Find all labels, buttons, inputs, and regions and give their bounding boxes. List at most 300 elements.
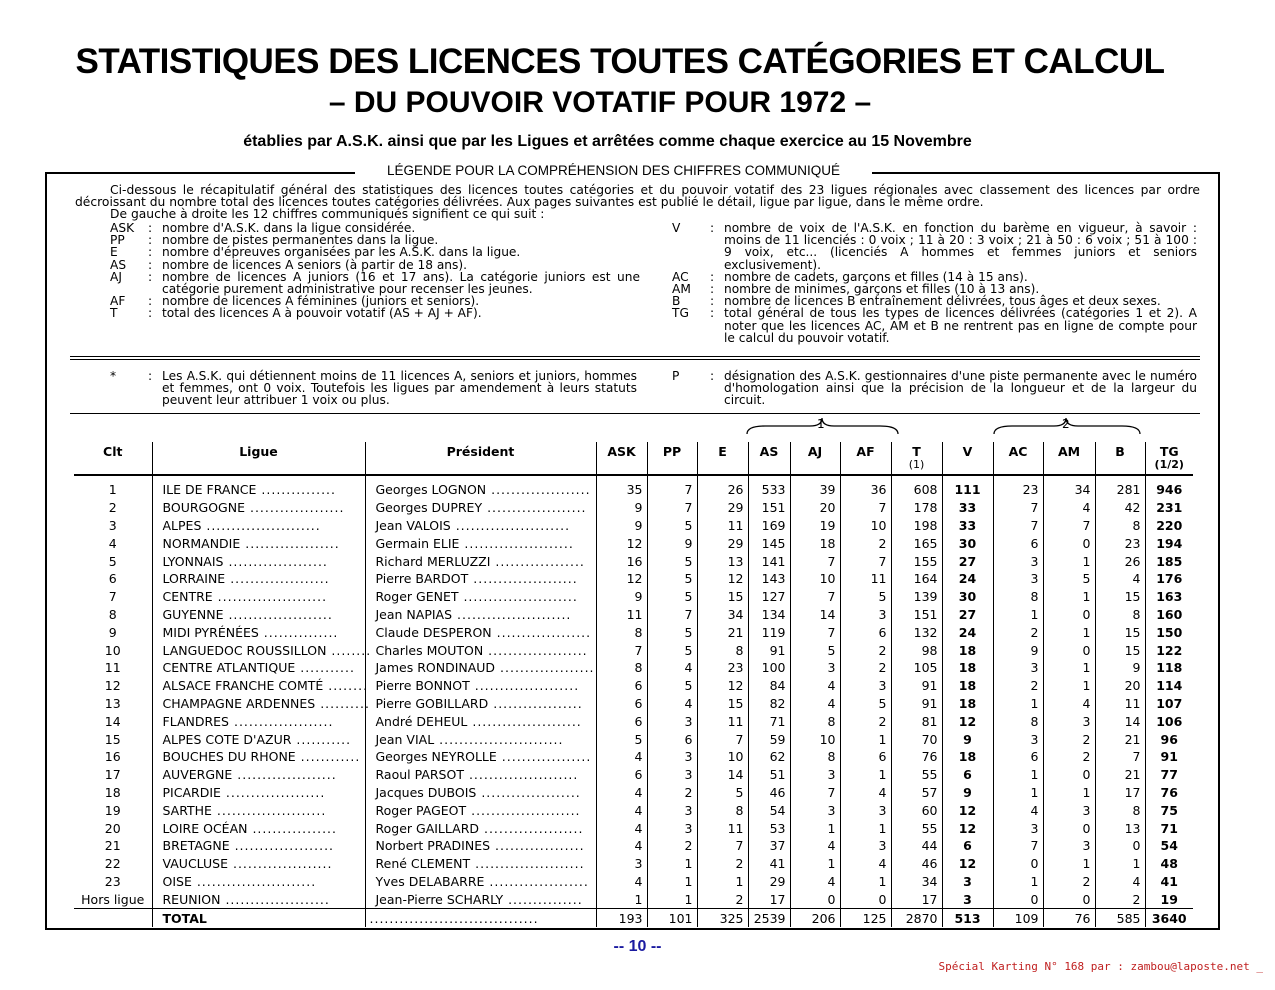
table-row — [74, 784, 1193, 802]
leader-dots: .................. — [490, 838, 585, 854]
legend-desc: nombre de licences A seniors (à partir de 18 ans). — [162, 257, 468, 272]
header-tg — [1145, 442, 1193, 475]
legend-item: T : total des licences A à pouvoir votatif (AS + AJ + AF). — [110, 307, 640, 319]
cell-tg: 71 — [1145, 819, 1193, 837]
legend-item: V : nombre de voix de l'A.S.K. en fonction du barème en vigueur, à savoir : moins de 11 licenciés : 0 voix ; 11 à 20 : 3 voix ; 21 à 50 : 6 voix ; 51 à 100 : 9 voix, etc... (licenciés A hommes et femmes juniors et seniors exclusivement). — [672, 221, 1197, 272]
cell-v: 24 — [942, 623, 993, 641]
cell-ac: 6 — [993, 534, 1043, 552]
cell-pp: 5 — [647, 552, 697, 570]
cell-ac: 2 — [993, 623, 1043, 641]
cell-president: Pierre BARDOT ..................... — [365, 570, 596, 588]
header-ask: ASK — [596, 442, 647, 475]
cell-b: 17 — [1095, 784, 1145, 802]
cell-ac: 3 — [993, 659, 1043, 677]
cell-pp: 3 — [647, 819, 697, 837]
cell-president: Raoul PARSOT ...................... — [365, 766, 596, 784]
header-t-label: T — [912, 444, 921, 459]
cell-pp: 4 — [647, 695, 697, 713]
cell-clt: 17 — [74, 766, 152, 784]
cell-v: 12 — [942, 712, 993, 730]
leader-dots: ........... — [295, 660, 355, 676]
cell-b: 21 — [1095, 766, 1145, 784]
cell-am: 2 — [1043, 748, 1095, 766]
cell-e: 15 — [697, 695, 748, 713]
page-title-line1: STATISTIQUES DES LICENCES TOUTES CATÉGORIES ET CALCUL — [75, 42, 1165, 81]
cell-v: 12 — [942, 801, 993, 819]
leader-dots: ..................... — [469, 678, 580, 694]
cell-president: Claude DESPERON ................... — [365, 623, 596, 641]
cell-ac: 1 — [993, 606, 1043, 624]
cell-clt: 2 — [74, 499, 152, 517]
cell-e: 26 — [697, 475, 748, 499]
header-ligue: Ligue — [152, 442, 365, 475]
cell-as: 53 — [748, 819, 790, 837]
leader-dots: .................... — [228, 856, 333, 872]
cell-am: 0 — [1043, 819, 1095, 837]
cell-pp: 5 — [647, 677, 697, 695]
table-row — [74, 801, 1193, 819]
table-row — [74, 552, 1193, 570]
cell-v: 18 — [942, 677, 993, 695]
header-b: B — [1095, 442, 1145, 475]
cell-president: Jean-Pierre SCHARLY ............... — [365, 890, 596, 908]
cell-v: 27 — [942, 552, 993, 570]
cell-aj: 3 — [790, 766, 840, 784]
cell-aj: 18 — [790, 534, 840, 552]
leader-dots: .................................. — [369, 910, 539, 926]
cell-ac: 0 — [993, 890, 1043, 908]
legend-abbr: TG — [672, 306, 689, 321]
cell-ask: 6 — [596, 766, 647, 784]
page-title-line2: – DU POUVOIR VOTATIF POUR 1972 – — [328, 86, 872, 119]
cell-pp: 5 — [647, 641, 697, 659]
cell-am: 34 — [1043, 475, 1095, 499]
cell-am: 1 — [1043, 855, 1095, 873]
table-row — [74, 890, 1193, 908]
cell-af: 0 — [840, 890, 891, 908]
cell-as: 41 — [748, 855, 790, 873]
cell-aj: 1 — [790, 819, 840, 837]
cell-e: 8 — [697, 801, 748, 819]
legend-item: TG : total général de tous les types de licences délivrées (catégories 1 et 2). A noter que les licences AC, AM et B ne rentrent pas en ligne de compte pour le calcul du pouvoir votatif. — [672, 306, 1197, 345]
cell-v: 3 — [942, 873, 993, 891]
cell-clt: 22 — [74, 855, 152, 873]
cell-af: 1 — [840, 819, 891, 837]
cell-b: 8 — [1095, 801, 1145, 819]
cell-ask: 8 — [596, 623, 647, 641]
cell-president: James RONDINAUD ................... — [365, 659, 596, 677]
group2-label: 2 — [1062, 417, 1070, 431]
cell-clt: 13 — [74, 695, 152, 713]
cell-ask: 4 — [596, 784, 647, 802]
leader-dots: ....................... — [201, 517, 321, 533]
leader-dots: .................... — [483, 642, 588, 658]
cell-clt: 14 — [74, 712, 152, 730]
table-top-divider — [70, 413, 1200, 414]
cell-ask: 4 — [596, 837, 647, 855]
table-row — [74, 534, 1193, 552]
cell-as: 143 — [748, 570, 790, 588]
leader-dots: ......................... — [434, 731, 564, 747]
cell-clt: 19 — [74, 801, 152, 819]
cell-af: 3 — [840, 606, 891, 624]
cell-t: 608 — [891, 475, 942, 499]
cell-ligue: BRETAGNE .................... — [152, 837, 365, 855]
leader-dots: .................... — [476, 784, 581, 800]
cell-b: 15 — [1095, 623, 1145, 641]
cell-am: 1 — [1043, 677, 1095, 695]
cell-tg: 77 — [1145, 766, 1193, 784]
cell-am: 4 — [1043, 499, 1095, 517]
cell-president: Georges LOGNON .................... — [365, 475, 596, 499]
group1-label: 1 — [817, 417, 825, 431]
table-row — [74, 475, 1193, 499]
cell-as: 62 — [748, 748, 790, 766]
cell-t: 178 — [891, 499, 942, 517]
cell-t: 57 — [891, 784, 942, 802]
table-total-row — [74, 909, 1193, 927]
cell-v: 30 — [942, 534, 993, 552]
leader-dots: ................... — [491, 624, 592, 640]
cell-as: 17 — [748, 890, 790, 908]
cell-ligue: REUNION ..................... — [152, 890, 365, 908]
legend-desc: total général de tous les types de licences délivrées (catégories 1 et 2). A noter que les licences AC, AM et B ne rentrent pas en ligne de compte pour le calcul du pouvoir votatif. — [724, 306, 1197, 345]
cell-e: 11 — [697, 819, 748, 837]
cell-aj: 8 — [790, 712, 840, 730]
leader-dots: .................... — [486, 482, 591, 498]
cell-clt: 23 — [74, 873, 152, 891]
cell-ligue: GUYENNE ..................... — [152, 606, 365, 624]
header-president: Président — [365, 442, 596, 475]
legend-divider-2 — [70, 359, 1200, 360]
cell-ac: 23 — [993, 475, 1043, 499]
table-row — [74, 677, 1193, 695]
legend-desc: total des licences A à pouvoir votatif (AS + AJ + AF). — [162, 306, 482, 321]
cell-as: 46 — [748, 784, 790, 802]
cell-president: Roger GENET ....................... — [365, 588, 596, 606]
cell-aj: 10 — [790, 570, 840, 588]
header-pp: PP — [647, 442, 697, 475]
cell-e: 29 — [697, 499, 748, 517]
legend-abbr: B — [672, 294, 681, 309]
cell-t: 81 — [891, 712, 942, 730]
header-ac: AC — [993, 442, 1043, 475]
cell-af: 10 — [840, 517, 891, 535]
page-subtitle: établies par A.S.K. ainsi que par les Ligues et arrêtées comme chaque exercice au 15 Novembre — [243, 133, 972, 150]
cell-ligue: SARTHE ...................... — [152, 801, 365, 819]
cell-ask: 1 — [596, 890, 647, 908]
leader-dots: .................... — [484, 873, 589, 889]
legend-desc: nombre de licences A féminines (juniors et seniors). — [162, 294, 480, 309]
leader-dots: ....................... — [452, 606, 572, 622]
cell-aj: 0 — [790, 890, 840, 908]
cell-aj: 7 — [790, 623, 840, 641]
page-number: -- 10 -- — [613, 938, 662, 955]
cell-pp: 3 — [647, 766, 697, 784]
cell-president: Yves DELABARRE .................... — [365, 873, 596, 891]
cell-ac: 0 — [993, 855, 1043, 873]
cell-as: 119 — [748, 623, 790, 641]
cell-t: 132 — [891, 623, 942, 641]
cell-aj: 10 — [790, 730, 840, 748]
cell-v: 18 — [942, 748, 993, 766]
cell-clt: Hors ligue — [74, 890, 152, 908]
legend-item: E : nombre d'épreuves organisées par les A.S.K. dans la ligue. — [110, 246, 640, 258]
cell-president: Charles MOUTON .................... — [365, 641, 596, 659]
leader-dots: ...................... — [212, 589, 328, 605]
leader-dots: ..................... — [468, 571, 578, 587]
legend-item: AF : nombre de licences A féminines (juniors et seniors). — [110, 295, 640, 307]
legend-desc: nombre d'A.S.K. dans la ligue considérée. — [162, 221, 416, 235]
cell-v: 33 — [942, 499, 993, 517]
cell-aj: 4 — [790, 837, 840, 855]
cell-aj: 5 — [790, 641, 840, 659]
cell-am: 7 — [1043, 517, 1095, 535]
header-tg-sub: (1/2) — [1154, 458, 1184, 471]
cell-pp: 4 — [647, 659, 697, 677]
leader-dots: ............... — [503, 891, 583, 907]
cell-ask: 16 — [596, 552, 647, 570]
cell-ask: 3 — [596, 855, 647, 873]
cell-ligue: ALPES COTE D'AZUR ........... — [152, 730, 365, 748]
cell-total-tg: 3640 — [1145, 909, 1193, 927]
cell-v: 18 — [942, 659, 993, 677]
leader-dots: .................... — [229, 713, 334, 729]
cell-tg: 96 — [1145, 730, 1193, 748]
cell-clt: 5 — [74, 552, 152, 570]
leader-dots: ........ — [326, 642, 372, 658]
cell-v: 6 — [942, 837, 993, 855]
cell-ligue: NORMANDIE ................... — [152, 534, 365, 552]
cell-v: 6 — [942, 766, 993, 784]
cell-t: 105 — [891, 659, 942, 677]
cell-am: 1 — [1043, 784, 1095, 802]
leader-dots: ................. — [247, 820, 337, 836]
cell-clt: 4 — [74, 534, 152, 552]
leader-dots: .................. — [496, 749, 592, 765]
cell-ligue: CENTRE ...................... — [152, 588, 365, 606]
legend-desc: nombre d'épreuves organisées par les A.S.K. dans la ligue. — [162, 245, 521, 260]
legend-intro-line: De gauche à droite les 12 chiffres communiqués signifient ce qui suit : — [110, 207, 545, 222]
legend-title: LÉGENDE POUR LA COMPRÉHENSION DES CHIFFRES COMMUNIQUÉ — [355, 163, 872, 178]
table-row — [74, 570, 1193, 588]
cell-pp: 1 — [647, 890, 697, 908]
cell-ligue: CENTRE ATLANTIQUE ........... — [152, 659, 365, 677]
cell-b: 21 — [1095, 730, 1145, 748]
cell-tg: 194 — [1145, 534, 1193, 552]
cell-total-ask: 193 — [596, 909, 647, 927]
header-v: V — [942, 442, 993, 475]
cell-t: 44 — [891, 837, 942, 855]
cell-e: 7 — [697, 730, 748, 748]
leader-dots: .................... — [482, 500, 587, 516]
cell-af: 6 — [840, 623, 891, 641]
cell-e: 14 — [697, 766, 748, 784]
cell-ask: 9 — [596, 588, 647, 606]
cell-ac: 3 — [993, 819, 1043, 837]
cell-ask: 12 — [596, 570, 647, 588]
table-row — [74, 819, 1193, 837]
legend-abbr: AF — [110, 294, 126, 309]
cell-pp: 5 — [647, 517, 697, 535]
cell-e: 12 — [697, 570, 748, 588]
legend-abbr: PP — [110, 233, 125, 248]
table-row — [74, 588, 1193, 606]
legend-desc: nombre de pistes permanentes dans la ligue. — [162, 233, 439, 248]
cell-ligue: FLANDRES .................... — [152, 712, 365, 730]
cell-as: 127 — [748, 588, 790, 606]
cell-president: Richard MERLUZZI .................. — [365, 552, 596, 570]
cell-clt: 12 — [74, 677, 152, 695]
cell-tg: 185 — [1145, 552, 1193, 570]
cell-clt: 15 — [74, 730, 152, 748]
cell-president: Jean VIAL ......................... — [365, 730, 596, 748]
cell-as: 37 — [748, 837, 790, 855]
cell-total-ac: 109 — [993, 909, 1043, 927]
cell-e: 10 — [697, 748, 748, 766]
cell-as: 84 — [748, 677, 790, 695]
header-af: AF — [840, 442, 891, 475]
cell-pp: 7 — [647, 606, 697, 624]
cell-v: 9 — [942, 784, 993, 802]
cell-b: 9 — [1095, 659, 1145, 677]
cell-tg: 150 — [1145, 623, 1193, 641]
cell-e: 2 — [697, 855, 748, 873]
cell-am: 1 — [1043, 588, 1095, 606]
cell-ligue: VAUCLUSE .................... — [152, 855, 365, 873]
cell-am: 2 — [1043, 873, 1095, 891]
leader-dots: .................. — [490, 553, 585, 569]
cell-aj: 3 — [790, 659, 840, 677]
legend-desc: nombre de minimes, garçons et filles (10 à 13 ans). — [724, 282, 1040, 297]
cell-ligue: PICARDIE .................... — [152, 784, 365, 802]
legend-note-p: P : désignation des A.S.K. gestionnaires d'une piste permanente avec le numéro d'homologation ainsi que la précision de la longueur et de la largeur du circuit. — [672, 369, 1197, 408]
cell-president: Georges NEYROLLE .................. — [365, 748, 596, 766]
cell-president: Germain ELIE ...................... — [365, 534, 596, 552]
cell-ask: 9 — [596, 499, 647, 517]
cell-tg: 76 — [1145, 784, 1193, 802]
legend-abbr: V — [672, 221, 681, 235]
cell-tg: 19 — [1145, 890, 1193, 908]
cell-as: 54 — [748, 801, 790, 819]
cell-aj: 3 — [790, 801, 840, 819]
cell-total-t: 2870 — [891, 909, 942, 927]
cell-b: 13 — [1095, 819, 1145, 837]
cell-clt — [74, 909, 152, 927]
leader-dots: ............... — [256, 482, 336, 498]
cell-ligue: BOUCHES DU RHONE ............ — [152, 748, 365, 766]
cell-as: 533 — [748, 475, 790, 499]
cell-af: 2 — [840, 534, 891, 552]
cell-pp: 5 — [647, 588, 697, 606]
cell-b: 42 — [1095, 499, 1145, 517]
header-e: E — [697, 442, 748, 475]
cell-clt: 20 — [74, 819, 152, 837]
cell-af: 11 — [840, 570, 891, 588]
cell-clt: 7 — [74, 588, 152, 606]
cell-e: 12 — [697, 677, 748, 695]
cell-president: Norbert PRADINES .................. — [365, 837, 596, 855]
cell-aj: 8 — [790, 748, 840, 766]
cell-ligue: LYONNAIS .................... — [152, 552, 365, 570]
cell-aj: 7 — [790, 552, 840, 570]
leader-dots: ................... — [245, 500, 345, 516]
cell-total-label: TOTAL — [152, 909, 365, 927]
header-t — [891, 442, 942, 475]
cell-e: 8 — [697, 641, 748, 659]
leader-dots: ....................... — [450, 517, 571, 533]
header-am: AM — [1043, 442, 1095, 475]
legend-abbr: ASK — [110, 221, 135, 235]
cell-ac: 1 — [993, 766, 1043, 784]
cell-ligue: LOIRE OCÉAN ................. — [152, 819, 365, 837]
cell-pp: 6 — [647, 730, 697, 748]
cell-af: 2 — [840, 712, 891, 730]
cell-v: 3 — [942, 890, 993, 908]
cell-t: 139 — [891, 588, 942, 606]
legend-item: AM : nombre de minimes, garçons et filles (10 à 13 ans). — [672, 283, 1197, 295]
cell-president: Georges DUPREY .................... — [365, 499, 596, 517]
cell-total-e: 325 — [697, 909, 748, 927]
cell-af: 2 — [840, 641, 891, 659]
cell-af: 36 — [840, 475, 891, 499]
legend-abbr: T — [110, 306, 118, 321]
cell-total-aj: 206 — [790, 909, 840, 927]
cell-t: 98 — [891, 641, 942, 659]
note-star-abbr: * — [110, 369, 117, 383]
cell-v: 33 — [942, 517, 993, 535]
cell-ligue: ALPES ....................... — [152, 517, 365, 535]
cell-am: 3 — [1043, 801, 1095, 819]
cell-v: 9 — [942, 730, 993, 748]
leader-dots: .................... — [479, 820, 584, 836]
cell-am: 0 — [1043, 890, 1095, 908]
table-row — [74, 748, 1193, 766]
cell-tg: 107 — [1145, 695, 1193, 713]
cell-t: 76 — [891, 748, 942, 766]
legend-abbr: AJ — [110, 269, 122, 284]
cell-b: 2 — [1095, 890, 1145, 908]
cell-am: 3 — [1043, 837, 1095, 855]
legend-intro — [75, 184, 1200, 221]
cell-ac: 3 — [993, 552, 1043, 570]
cell-pp: 5 — [647, 623, 697, 641]
table-row — [74, 606, 1193, 624]
cell-v: 18 — [942, 641, 993, 659]
cell-e: 11 — [697, 517, 748, 535]
cell-am: 0 — [1043, 766, 1095, 784]
cell-pp: 2 — [647, 837, 697, 855]
cell-as: 100 — [748, 659, 790, 677]
cell-am: 0 — [1043, 641, 1095, 659]
cell-t: 70 — [891, 730, 942, 748]
cell-ligue: CHAMPAGNE ARDENNES .......... — [152, 695, 365, 713]
cell-tg: 54 — [1145, 837, 1193, 855]
cell-total-as: 2539 — [748, 909, 790, 927]
cell-tg: 41 — [1145, 873, 1193, 891]
cell-clt: 9 — [74, 623, 152, 641]
cell-tg: 231 — [1145, 499, 1193, 517]
cell-e: 1 — [697, 873, 748, 891]
cell-ac: 9 — [993, 641, 1043, 659]
cell-am: 0 — [1043, 534, 1095, 552]
cell-as: 134 — [748, 606, 790, 624]
cell-ac: 8 — [993, 712, 1043, 730]
leader-dots: ...................... — [463, 767, 579, 783]
cell-aj: 39 — [790, 475, 840, 499]
cell-pp: 1 — [647, 855, 697, 873]
legend-item: AC : nombre de cadets, garçons et filles (14 à 15 ans). — [672, 271, 1197, 283]
